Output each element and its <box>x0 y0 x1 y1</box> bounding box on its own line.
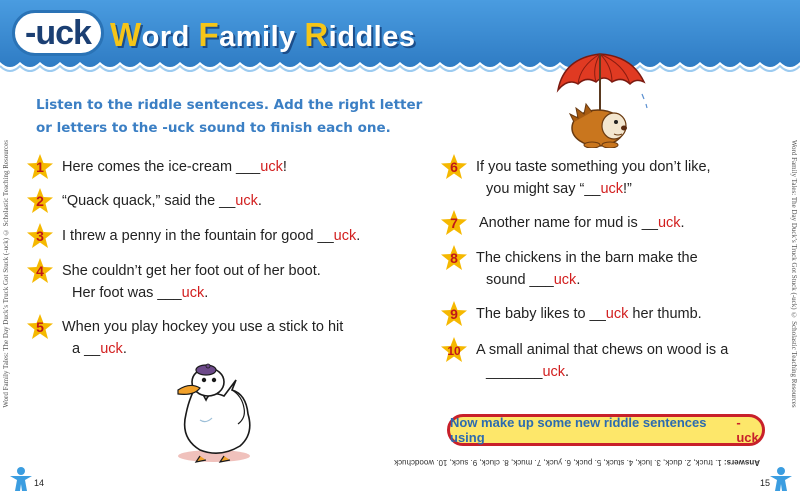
page-number-right: 15 <box>760 478 771 488</box>
instructions-line-1: Listen to the riddle sentences. Add the right letter <box>36 97 423 113</box>
riddle-punct: . <box>576 272 581 288</box>
riddle-ending: uck <box>260 159 283 175</box>
riddle-punct: . <box>356 228 361 244</box>
answer-key <box>394 458 760 467</box>
riddle-number: 3 <box>36 228 44 244</box>
star-number-icon <box>26 313 54 341</box>
star-number-icon <box>26 257 54 285</box>
badge-label: -uck <box>25 13 91 52</box>
riddle-text: A small animal that chews on wood is a <box>476 342 729 358</box>
riddle-item <box>36 191 262 212</box>
hedgehog-umbrella-illustration <box>552 48 652 148</box>
riddle-text: “Quack quack,” said the __ <box>62 193 236 209</box>
riddle-item <box>450 213 685 234</box>
riddle-ending: uck <box>333 228 357 244</box>
riddle-number: 8 <box>450 250 458 266</box>
riddle-ending: uck <box>100 341 123 357</box>
riddle-ending: uck <box>553 272 577 288</box>
title-rest-2: amily <box>219 21 305 53</box>
riddle-item <box>36 317 344 360</box>
riddle-number: 5 <box>36 319 44 335</box>
riddle-item <box>36 226 361 247</box>
riddle-item <box>450 157 711 200</box>
riddle-punct: . <box>204 285 209 301</box>
new-riddles-callout <box>447 414 765 446</box>
person-logo-icon <box>768 466 794 492</box>
riddle-number: 7 <box>450 215 458 231</box>
riddle-ending: uck <box>235 193 258 209</box>
riddle-item <box>447 340 729 383</box>
riddle-number: 6 <box>450 159 458 175</box>
duck-illustration <box>160 360 260 464</box>
riddle-text: She couldn’t get her foot out of her boot. <box>62 263 321 279</box>
riddle-punct: . <box>680 215 685 231</box>
title-rest-3: iddles <box>328 21 416 53</box>
riddle-number: 4 <box>36 263 44 279</box>
riddle-ending: uck <box>181 285 205 301</box>
riddle-punct: . <box>122 341 127 357</box>
riddle-punct: her thumb. <box>628 306 702 322</box>
copyright-side-left: Word Family Tales: The Day Duck’s Truck Got Stuck (-uck) © Scholastic Teaching Resources <box>2 140 10 408</box>
riddle-text-line-2: Her foot was ___ <box>72 285 182 301</box>
riddle-punct: !” <box>623 181 632 197</box>
instructions <box>36 94 426 140</box>
riddle-text: The baby likes to __ <box>476 306 606 322</box>
riddle-number: 10 <box>447 344 461 358</box>
page-number-left: 14 <box>34 478 45 488</box>
instructions-line-2: or letters to the -uck sound to finish each one. <box>36 120 391 136</box>
riddle-ending: uck <box>600 181 624 197</box>
title-cap-2: F <box>198 16 220 53</box>
riddle-punct: . <box>565 364 570 380</box>
riddle-text-line-2: you might say “__ <box>486 181 601 197</box>
riddle-text-line-2: sound ___ <box>486 272 554 288</box>
title-cap-1: W <box>110 16 142 53</box>
title-cap-3: R <box>304 16 329 53</box>
riddle-number: 1 <box>36 159 44 175</box>
star-number-icon <box>26 153 54 181</box>
answer-key-label: Answers: <box>723 458 760 467</box>
riddle-text: Here comes the ice-cream ___ <box>62 159 261 175</box>
star-number-icon <box>440 300 468 328</box>
riddle-ending: uck <box>605 306 629 322</box>
riddle-item <box>450 304 702 325</box>
title-rest-1: ord <box>141 21 199 53</box>
page-title <box>110 16 415 54</box>
riddle-punct: . <box>257 193 262 209</box>
riddle-item <box>36 261 321 304</box>
riddle-text: Another name for mud is __ <box>479 215 658 231</box>
riddle-text: The chickens in the barn make the <box>476 250 698 266</box>
person-logo-icon <box>8 466 34 492</box>
riddle-item <box>36 157 287 178</box>
riddle-text-line-2: _______ <box>486 364 543 380</box>
star-number-icon <box>440 244 468 272</box>
answer-key-text: 1. truck, 2. duck, 3. luck, 4. stuck, 5. puck, 6. yuck, 7. muck, 8. cluck, 9. suck, 10. woodchuck <box>394 458 724 467</box>
callout-text: Now make up some new riddle sentences using <box>450 415 707 445</box>
word-family-badge <box>12 10 104 56</box>
riddle-ending: uck <box>542 364 566 380</box>
riddle-number: 9 <box>450 306 458 322</box>
riddle-text: I threw a penny in the fountain for good __ <box>62 228 334 244</box>
riddle-item <box>450 248 698 291</box>
riddle-text: When you play hockey you use a stick to hit <box>62 319 344 335</box>
header-banner <box>0 0 800 76</box>
star-number-icon <box>26 222 54 250</box>
star-number-icon <box>440 209 468 237</box>
star-number-icon <box>440 153 468 181</box>
callout-red-text: -uck <box>736 415 759 445</box>
riddle-punct: ! <box>282 159 287 175</box>
riddle-number: 2 <box>36 193 44 209</box>
riddle-text-line-2: a __ <box>72 341 101 357</box>
copyright-side-right: Word Family Tales: The Day Duck’s Truck Got Stuck (-uck) © Scholastic Teaching Resources <box>790 140 798 408</box>
star-number-icon <box>26 187 54 215</box>
star-number-icon <box>440 336 468 364</box>
riddle-ending: uck <box>657 215 681 231</box>
riddle-text: If you taste something you don’t like, <box>476 159 711 175</box>
